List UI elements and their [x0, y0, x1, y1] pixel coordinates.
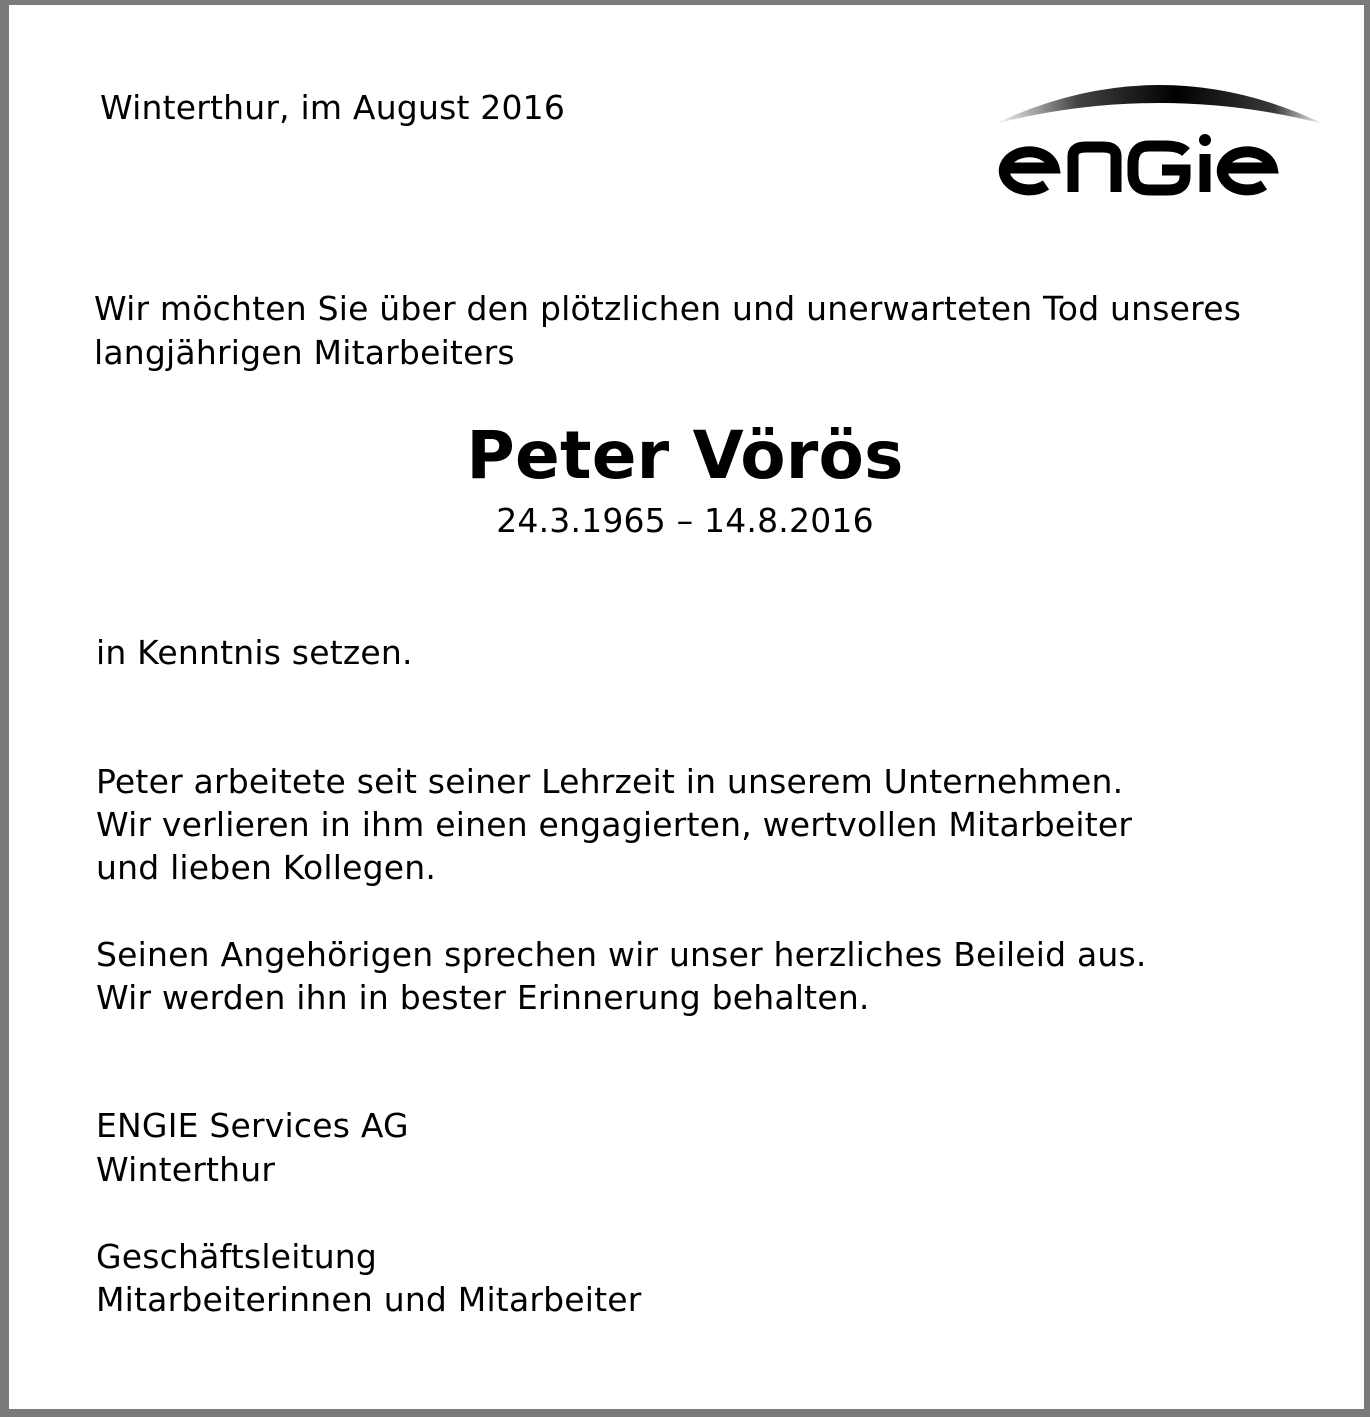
closing-phrase: in Kenntnis setzen.: [96, 633, 413, 672]
body-line-3: und lieben Kollegen.: [96, 848, 437, 887]
dateline: Winterthur, im August 2016: [100, 88, 566, 127]
signature-company: ENGIE Services AG: [96, 1106, 409, 1145]
logo-i-dot: [1199, 134, 1211, 146]
engie-logo: [990, 72, 1326, 202]
body-line-2: Wir verlieren in ihm einen engagierten, wertvollen Mitarbeiter: [96, 805, 1133, 844]
signature-staff: Mitarbeiterinnen und Mitarbeiter: [96, 1280, 642, 1319]
signature-management: Geschäftsleitung: [96, 1237, 378, 1276]
body-line-5: Wir werden ihn in bester Erinnerung behalten.: [96, 978, 870, 1017]
deceased-name: Peter Vörös: [466, 417, 904, 494]
life-dates: 24.3.1965 – 14.8.2016: [496, 501, 874, 540]
body-line-4: Seinen Angehörigen sprechen wir unser herzliches Beileid aus.: [96, 935, 1147, 974]
body-line-1: Peter arbeitete seit seiner Lehrzeit in unserem Unternehmen.: [96, 762, 1124, 801]
intro-line-1: Wir möchten Sie über den plötzlichen und unerwarteten Tod unseres: [94, 289, 1242, 328]
signature-city: Winterthur: [96, 1150, 276, 1189]
intro-line-2: langjährigen Mitarbeiters: [94, 333, 515, 372]
logo-arc: [994, 85, 1324, 124]
logo-letters: [1004, 146, 1272, 192]
